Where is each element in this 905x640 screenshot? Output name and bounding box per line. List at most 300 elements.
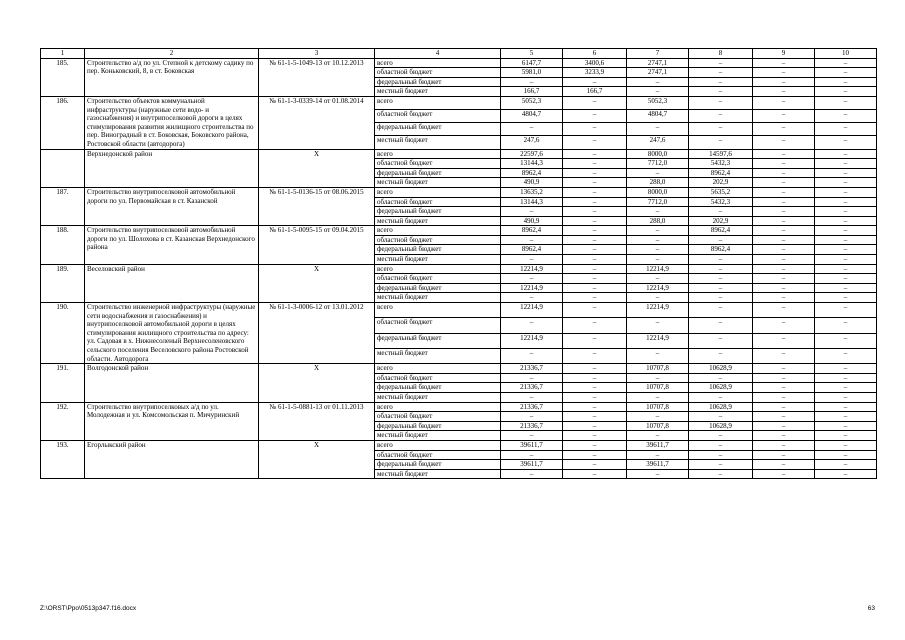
budget-value: – [563,460,627,470]
table-row [41,96,877,109]
budget-value: – [627,168,689,178]
budget-value: – [627,373,689,383]
budget-table [40,48,877,479]
budget-source: местный бюджет [375,87,501,97]
budget-source: федеральный бюджет [375,123,501,136]
budget-value: 12214,9 [627,283,689,293]
budget-value: – [815,77,877,87]
budget-value: – [563,235,627,245]
budget-source: всего [375,264,501,274]
file-path: Z:\ORST\Ppo\0513p347.f16.docx [40,605,137,612]
budget-source: местный бюджет [375,348,501,363]
budget-value: 12214,9 [627,264,689,274]
budget-source: местный бюджет [375,392,501,402]
budget-value: – [689,207,753,217]
budget-value: – [753,450,815,460]
budget-value: – [815,431,877,441]
budget-value: – [753,412,815,422]
budget-value: – [501,293,563,303]
budget-source: федеральный бюджет [375,383,501,393]
budget-value: – [815,469,877,479]
budget-value: 10707,8 [627,383,689,393]
budget-value: – [563,283,627,293]
budget-source: областной бюджет [375,373,501,383]
budget-value: 5052,3 [501,96,563,109]
budget-value: – [689,274,753,284]
column-header: 4 [375,49,501,59]
budget-value: – [563,392,627,402]
budget-value: 202,9 [689,178,753,188]
budget-value: – [815,96,877,109]
budget-value: 8962,4 [501,245,563,255]
budget-value: 202,9 [689,216,753,226]
budget-value: 2747,1 [627,68,689,78]
budget-source: федеральный бюджет [375,421,501,431]
budget-value: – [563,245,627,255]
budget-value: – [501,235,563,245]
budget-value: – [753,392,815,402]
budget-value: – [627,123,689,136]
budget-value: 10628,9 [689,383,753,393]
budget-value: 39611,7 [627,440,689,450]
object-name: Егорлыкский район [85,440,259,478]
budget-value: – [753,333,815,348]
page-number: 63 [867,605,875,612]
budget-value: 490,9 [501,178,563,188]
budget-value: – [753,159,815,169]
budget-value: 12214,9 [501,303,563,318]
budget-value: – [753,283,815,293]
budget-source: федеральный бюджет [375,245,501,255]
budget-source: федеральный бюджет [375,77,501,87]
budget-value: 10707,8 [627,421,689,431]
budget-value: – [501,431,563,441]
budget-value: – [689,373,753,383]
budget-value: – [753,216,815,226]
object-code: Х [259,440,375,478]
budget-value: – [753,207,815,217]
budget-value: – [815,216,877,226]
budget-value: 13144,3 [501,197,563,207]
budget-value: – [753,364,815,374]
budget-source: федеральный бюджет [375,168,501,178]
budget-value: – [689,136,753,149]
budget-value: – [627,274,689,284]
budget-value: – [563,421,627,431]
budget-value: – [753,318,815,333]
budget-value: 247,6 [501,136,563,149]
budget-value: – [753,226,815,236]
budget-value: – [753,440,815,450]
budget-source: областной бюджет [375,197,501,207]
table-row [41,264,877,274]
budget-value: – [689,333,753,348]
budget-value: – [563,318,627,333]
budget-value: 10707,8 [627,364,689,374]
budget-value: – [815,348,877,363]
budget-value: – [815,333,877,348]
table-row [41,364,877,374]
row-number [41,149,85,187]
budget-value: 288,0 [627,216,689,226]
budget-value: 4804,7 [627,110,689,123]
budget-source: всего [375,187,501,197]
budget-value: – [753,136,815,149]
budget-value: – [815,421,877,431]
budget-value: 166,7 [501,87,563,97]
budget-value: – [627,245,689,255]
row-number: 189. [41,264,85,302]
budget-value: – [815,274,877,284]
column-header: 8 [689,49,753,59]
budget-value: 8962,4 [689,245,753,255]
object-name: Волгодонской район [85,364,259,402]
budget-value: – [815,283,877,293]
budget-value: 21336,7 [501,383,563,393]
budget-value: – [563,274,627,284]
row-number: 188. [41,226,85,264]
budget-value: – [815,392,877,402]
budget-value: 3400,6 [563,58,627,68]
budget-value: – [627,255,689,265]
budget-value: – [563,96,627,109]
budget-source: местный бюджет [375,216,501,226]
table-row [41,149,877,159]
budget-value: 13144,3 [501,159,563,169]
table-row [41,402,877,412]
budget-value: – [753,431,815,441]
budget-value: – [689,283,753,293]
budget-value: – [563,197,627,207]
row-number: 190. [41,303,85,364]
budget-value: – [563,77,627,87]
budget-value: – [689,87,753,97]
budget-source: местный бюджет [375,469,501,479]
budget-value: – [501,412,563,422]
budget-value: – [753,264,815,274]
budget-value: – [501,77,563,87]
column-header: 3 [259,49,375,59]
row-number: 186. [41,96,85,149]
budget-source: всего [375,364,501,374]
budget-value: – [815,364,877,374]
object-code: Х [259,264,375,302]
budget-value: – [815,460,877,470]
budget-value: – [815,87,877,97]
budget-value: – [689,303,753,318]
budget-value: 12214,9 [627,303,689,318]
object-name: Строительство внутрипоселковых а/д по ул. Молодежная и ул. Комсомольская п. Мичуринский [85,402,259,440]
budget-value: – [563,226,627,236]
budget-value: – [563,364,627,374]
budget-value: 8962,4 [689,168,753,178]
budget-value: – [501,255,563,265]
budget-value: 10628,9 [689,364,753,374]
budget-source: областной бюджет [375,110,501,123]
budget-value: – [627,77,689,87]
object-name: Веселовский район [85,264,259,302]
budget-value: – [689,460,753,470]
budget-value: – [563,149,627,159]
budget-value: – [627,412,689,422]
budget-value: – [563,255,627,265]
budget-value: – [753,110,815,123]
budget-value: 21336,7 [501,421,563,431]
budget-source: областной бюджет [375,159,501,169]
object-code: Х [259,364,375,402]
budget-value: 5432,3 [689,159,753,169]
object-code: Х [259,149,375,187]
budget-value: – [753,168,815,178]
budget-value: – [815,412,877,422]
budget-value: 8962,4 [501,168,563,178]
budget-value: – [689,440,753,450]
budget-value: – [689,348,753,363]
budget-value: – [563,333,627,348]
budget-source: всего [375,58,501,68]
budget-value: – [627,450,689,460]
budget-value: 247,6 [627,136,689,149]
budget-source: федеральный бюджет [375,207,501,217]
budget-source: федеральный бюджет [375,283,501,293]
budget-value: – [563,402,627,412]
budget-source: всего [375,226,501,236]
budget-value: – [753,303,815,318]
column-header: 5 [501,49,563,59]
budget-source: федеральный бюджет [375,333,501,348]
budget-value: – [689,77,753,87]
column-header: 10 [815,49,877,59]
budget-value: – [689,264,753,274]
budget-value: – [815,197,877,207]
budget-source: местный бюджет [375,293,501,303]
budget-value: – [563,264,627,274]
row-number: 187. [41,187,85,225]
budget-value: – [753,187,815,197]
column-header: 1 [41,49,85,59]
budget-value: – [627,392,689,402]
budget-value: – [689,431,753,441]
budget-value: 490,9 [501,216,563,226]
budget-value: – [627,469,689,479]
budget-value: – [627,318,689,333]
budget-value: – [815,402,877,412]
table-row [41,58,877,68]
budget-value: – [689,110,753,123]
object-name: Верхнедонской район [85,149,259,187]
budget-value: – [501,392,563,402]
budget-value: 39611,7 [501,440,563,450]
budget-value: – [563,431,627,441]
budget-value: – [563,373,627,383]
budget-value: – [753,197,815,207]
budget-value: – [563,383,627,393]
table-row [41,303,877,318]
budget-source: областной бюджет [375,412,501,422]
budget-value: 7712,0 [627,197,689,207]
budget-value: 2747,1 [627,58,689,68]
budget-value: – [689,235,753,245]
budget-value: – [563,136,627,149]
budget-value: – [501,274,563,284]
budget-value: – [627,348,689,363]
budget-value: 12214,9 [627,333,689,348]
budget-value: – [753,245,815,255]
budget-value: – [563,159,627,169]
budget-value: – [563,178,627,188]
budget-source: областной бюджет [375,68,501,78]
budget-value: 8962,4 [501,226,563,236]
object-name: Строительство внутрипоселковой автомобильной дороги по ул. Шолохова в ст. Казанская Верхнедонского района [85,226,259,264]
budget-value: 39611,7 [627,460,689,470]
budget-value: – [689,68,753,78]
budget-value: – [689,255,753,265]
budget-value: – [815,110,877,123]
budget-value: – [753,421,815,431]
budget-value: – [501,318,563,333]
budget-source: всего [375,149,501,159]
budget-value: – [753,383,815,393]
object-code: № 61-1-5-0136-15 от 08.06.2015 [259,187,375,225]
budget-value: – [753,68,815,78]
budget-value: – [753,373,815,383]
budget-value: – [815,264,877,274]
budget-value: – [627,226,689,236]
object-name: Строительство объектов коммунальной инфраструктуры (наружные сети водо- и газоснабжения) и внутрипоселковой дороги в целях стимулирования развития жилищного строительства по пер. Виноградный в ст. Боковская, Боковского района, Ростовской области (автодорога) [85,96,259,149]
budget-value: – [753,96,815,109]
budget-value: 6147,7 [501,58,563,68]
object-name: Строительство а/д по ул. Степной к детскому садику по пер. Коньковский, 8, в ст. Боковская [85,58,259,96]
budget-value: 21336,7 [501,364,563,374]
budget-value: – [815,303,877,318]
column-header: 6 [563,49,627,59]
budget-value: – [815,255,877,265]
budget-value: – [815,159,877,169]
table-row [41,226,877,236]
budget-value: – [627,235,689,245]
budget-value: – [815,168,877,178]
budget-value: 5981,0 [501,68,563,78]
object-code: № 61-1-3-0006-12 от 13.01.2012 [259,303,375,364]
budget-value: 8000,0 [627,187,689,197]
budget-value: – [815,136,877,149]
budget-value: – [689,392,753,402]
budget-value: – [563,469,627,479]
table-row [41,440,877,450]
object-code: № 61-1-5-0881-13 от 01.11.2013 [259,402,375,440]
budget-value: 8962,4 [689,226,753,236]
budget-value: 5052,3 [627,96,689,109]
column-header: 9 [753,49,815,59]
budget-value: – [753,255,815,265]
budget-source: областной бюджет [375,235,501,245]
budget-value: – [815,207,877,217]
budget-value: – [563,187,627,197]
budget-value: – [501,123,563,136]
budget-source: федеральный бюджет [375,460,501,470]
column-header: 2 [85,49,259,59]
budget-value: – [501,373,563,383]
budget-value: – [815,235,877,245]
budget-value: – [753,274,815,284]
budget-value: – [753,348,815,363]
budget-value: – [753,58,815,68]
budget-value: – [501,207,563,217]
row-number: 191. [41,364,85,402]
budget-source: всего [375,303,501,318]
budget-value: – [689,96,753,109]
budget-value: 166,7 [563,87,627,97]
budget-source: областной бюджет [375,318,501,333]
table-row [41,187,877,197]
budget-value: – [563,293,627,303]
budget-value: 288,0 [627,178,689,188]
budget-source: всего [375,440,501,450]
budget-value: – [563,110,627,123]
budget-value: – [563,440,627,450]
row-number: 185. [41,58,85,96]
budget-value: – [815,383,877,393]
row-number: 192. [41,402,85,440]
budget-value: – [815,226,877,236]
budget-value: – [689,412,753,422]
budget-value: – [815,245,877,255]
budget-value: – [689,469,753,479]
column-header: 7 [627,49,689,59]
budget-value: – [815,58,877,68]
budget-value: – [689,318,753,333]
budget-value: – [753,402,815,412]
budget-value: 4804,7 [501,110,563,123]
budget-value: – [753,87,815,97]
row-number: 193. [41,440,85,478]
budget-value: – [563,216,627,226]
budget-value: – [753,123,815,136]
budget-value: 5635,2 [689,187,753,197]
object-code: № 61-1-5-1049-13 от 10.12.2013 [259,58,375,96]
budget-value: – [501,450,563,460]
budget-source: областной бюджет [375,274,501,284]
budget-source: всего [375,402,501,412]
budget-value: 22597,6 [501,149,563,159]
budget-value: – [563,168,627,178]
budget-value: – [815,373,877,383]
budget-value: – [563,207,627,217]
object-name: Строительство внутрипоселковой автомобильной дороги по ул. Первомайская в ст. Казанской [85,187,259,225]
budget-value: – [501,469,563,479]
budget-value: 14597,6 [689,149,753,159]
budget-value: – [627,87,689,97]
budget-value: – [815,440,877,450]
budget-value: – [563,348,627,363]
budget-value: – [815,318,877,333]
budget-value: – [815,293,877,303]
budget-value: 12214,9 [501,333,563,348]
budget-value: – [753,235,815,245]
budget-value: 10628,9 [689,421,753,431]
budget-value: – [815,68,877,78]
budget-value: – [815,149,877,159]
budget-value: 5432,3 [689,197,753,207]
budget-source: всего [375,96,501,109]
budget-value: – [753,293,815,303]
budget-value: 21336,7 [501,402,563,412]
budget-value: 10628,9 [689,402,753,412]
budget-value: 39611,7 [501,460,563,470]
budget-value: – [815,187,877,197]
budget-value: – [563,412,627,422]
budget-value: 10707,8 [627,402,689,412]
